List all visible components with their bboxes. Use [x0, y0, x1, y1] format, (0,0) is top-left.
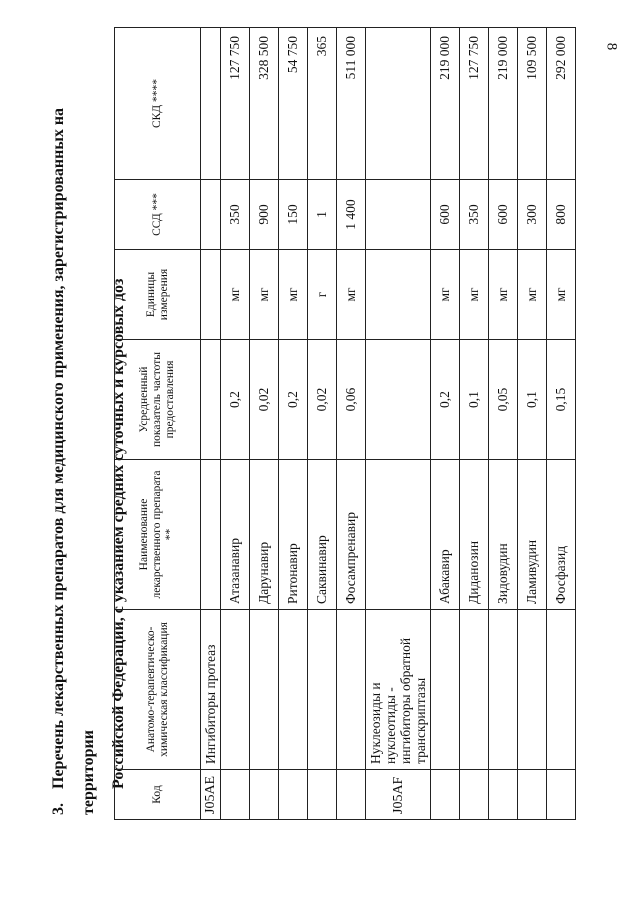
drug-name: Абакавир — [431, 460, 460, 610]
table-row — [489, 28, 518, 820]
drug-frequency: 0,2 — [431, 340, 460, 460]
section-heading-line-1: Перечень лекарственных препаратов для медицинского применения, зарегистрированных на территории — [50, 107, 97, 815]
section-heading-line-2: Российской Федерации, с указанием средних суточных и курсовых доз — [110, 278, 127, 789]
table-row — [221, 28, 250, 820]
table-row — [460, 28, 489, 820]
drug-frequency: 0,1 — [518, 340, 547, 460]
drug-skd: 127 750 — [460, 28, 489, 180]
drug-name: Ритонавир — [279, 460, 308, 610]
drug-ssd: 600 — [489, 180, 518, 250]
drug-skd: 365 — [308, 28, 337, 180]
table-row — [308, 28, 337, 820]
drug-frequency: 0,15 — [547, 340, 576, 460]
drug-ssd: 1 400 — [337, 180, 366, 250]
drug-frequency: 0,2 — [221, 340, 250, 460]
group-code: J05AE — [201, 770, 221, 820]
header-classification: Анатомо-терапевтическо-химическая классификация — [115, 610, 201, 770]
drug-skd: 511 000 — [337, 28, 366, 180]
header-unit: Единицы измерения — [115, 250, 201, 340]
drug-unit: мг — [460, 250, 489, 340]
group-classification: Ингибиторы протеаз — [201, 610, 221, 770]
drug-frequency: 0,1 — [460, 340, 489, 460]
drug-name: Фосфазид — [547, 460, 576, 610]
header-drug-name: Наименование лекарственного препарата ** — [115, 460, 201, 610]
header-frequency: Усредненный показатель частоты предоставления — [115, 340, 201, 460]
drug-ssd: 350 — [460, 180, 489, 250]
drug-unit: мг — [489, 250, 518, 340]
header-skd: СКД **** — [115, 28, 201, 180]
drug-name: Дарунавир — [250, 460, 279, 610]
drug-name: Ламивудин — [518, 460, 547, 610]
table-row — [431, 28, 460, 820]
drug-name: Саквинавир — [308, 460, 337, 610]
group-classification: Нуклеозиды и нуклеотиды - ингибиторы обратной транскриптазы — [366, 610, 431, 770]
drug-unit: мг — [547, 250, 576, 340]
drug-ssd: 800 — [547, 180, 576, 250]
drug-ssd: 900 — [250, 180, 279, 250]
drug-unit: мг — [431, 250, 460, 340]
drug-name: Фосампренавир — [337, 460, 366, 610]
drug-frequency: 0,05 — [489, 340, 518, 460]
drug-frequency: 0,06 — [337, 340, 366, 460]
drug-frequency: 0,2 — [279, 340, 308, 460]
header-ssd: ССД *** — [115, 180, 201, 250]
header-code: Код — [115, 770, 201, 820]
drug-unit: мг — [518, 250, 547, 340]
drug-unit: мг — [279, 250, 308, 340]
drug-unit: мг — [221, 250, 250, 340]
drug-frequency: 0,02 — [250, 340, 279, 460]
drug-name: Зидовудин — [489, 460, 518, 610]
drug-skd: 54 750 — [279, 28, 308, 180]
drug-skd: 109 500 — [518, 28, 547, 180]
table-row — [337, 28, 366, 820]
drug-skd: 292 000 — [547, 28, 576, 180]
table-group-row — [201, 28, 221, 820]
drug-unit: г — [308, 250, 337, 340]
table-group-row — [366, 28, 431, 820]
table-row — [250, 28, 279, 820]
drug-unit: мг — [250, 250, 279, 340]
drug-list-table — [114, 27, 576, 820]
drug-skd: 127 750 — [221, 28, 250, 180]
drug-ssd: 300 — [518, 180, 547, 250]
drug-skd: 219 000 — [489, 28, 518, 180]
section-number: 3. — [50, 803, 67, 815]
drug-skd: 328 500 — [250, 28, 279, 180]
table-row — [547, 28, 576, 820]
table-header-row — [115, 28, 201, 820]
page-number: 8 — [602, 42, 619, 51]
table-row — [518, 28, 547, 820]
drug-unit: мг — [337, 250, 366, 340]
drug-frequency: 0,02 — [308, 340, 337, 460]
drug-skd: 219 000 — [431, 28, 460, 180]
drug-ssd: 150 — [279, 180, 308, 250]
table-row — [279, 28, 308, 820]
drug-ssd: 600 — [431, 180, 460, 250]
drug-ssd: 1 — [308, 180, 337, 250]
drug-name: Диданозин — [460, 460, 489, 610]
group-code: J05AF — [366, 770, 431, 820]
drug-ssd: 350 — [221, 180, 250, 250]
drug-name: Атазанавир — [221, 460, 250, 610]
